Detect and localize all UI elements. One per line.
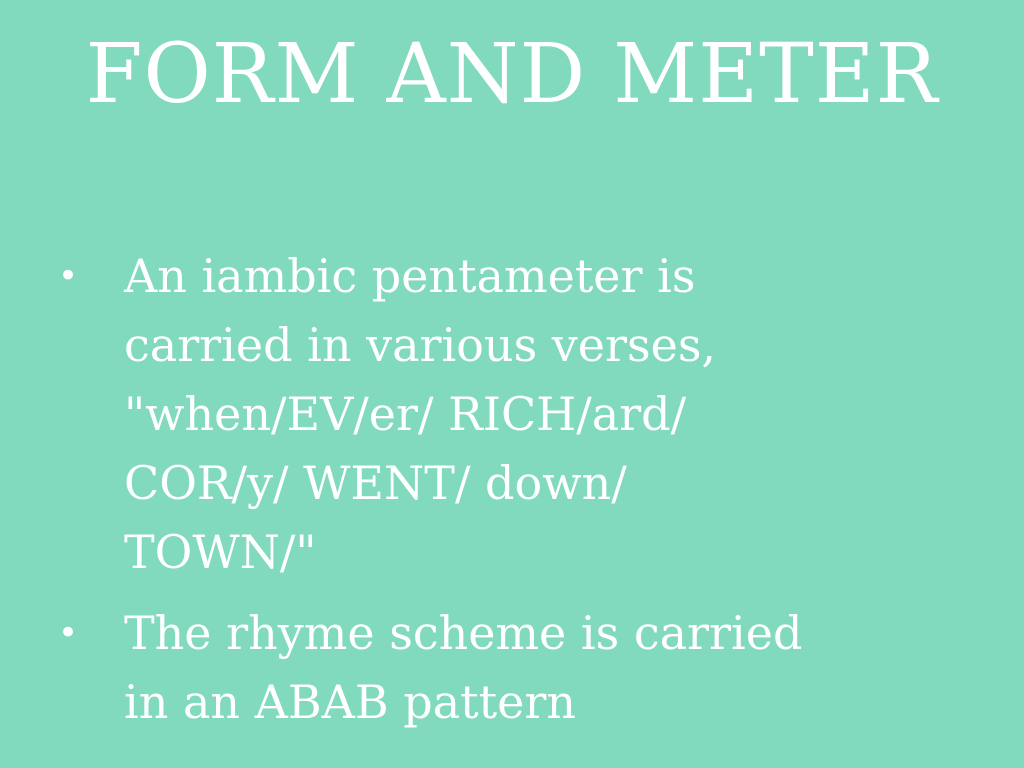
bullet-dot-icon: •: [58, 256, 79, 296]
bullet-text-line: in an ABAB pattern: [124, 675, 576, 729]
slide-title: FORM AND METER: [85, 27, 939, 122]
bullet-text-line: carried in various verses,: [124, 318, 717, 372]
bullet-text-line: COR/y/ WENT/ down/: [124, 456, 627, 510]
bullet-list: [52, 242, 992, 749]
bullet-dot-icon: •: [58, 613, 79, 653]
bullet-item-rhyme-scheme: [52, 599, 992, 737]
bullet-text-line: "when/EV/er/ RICH/ard/: [124, 387, 687, 441]
bullet-text-line: An iambic pentameter is: [124, 249, 696, 303]
bullet-text-line: TOWN/": [124, 525, 317, 579]
bullet-text-line: The rhyme scheme is carried: [124, 606, 803, 660]
bullet-item-iambic-pentameter: [52, 242, 992, 587]
